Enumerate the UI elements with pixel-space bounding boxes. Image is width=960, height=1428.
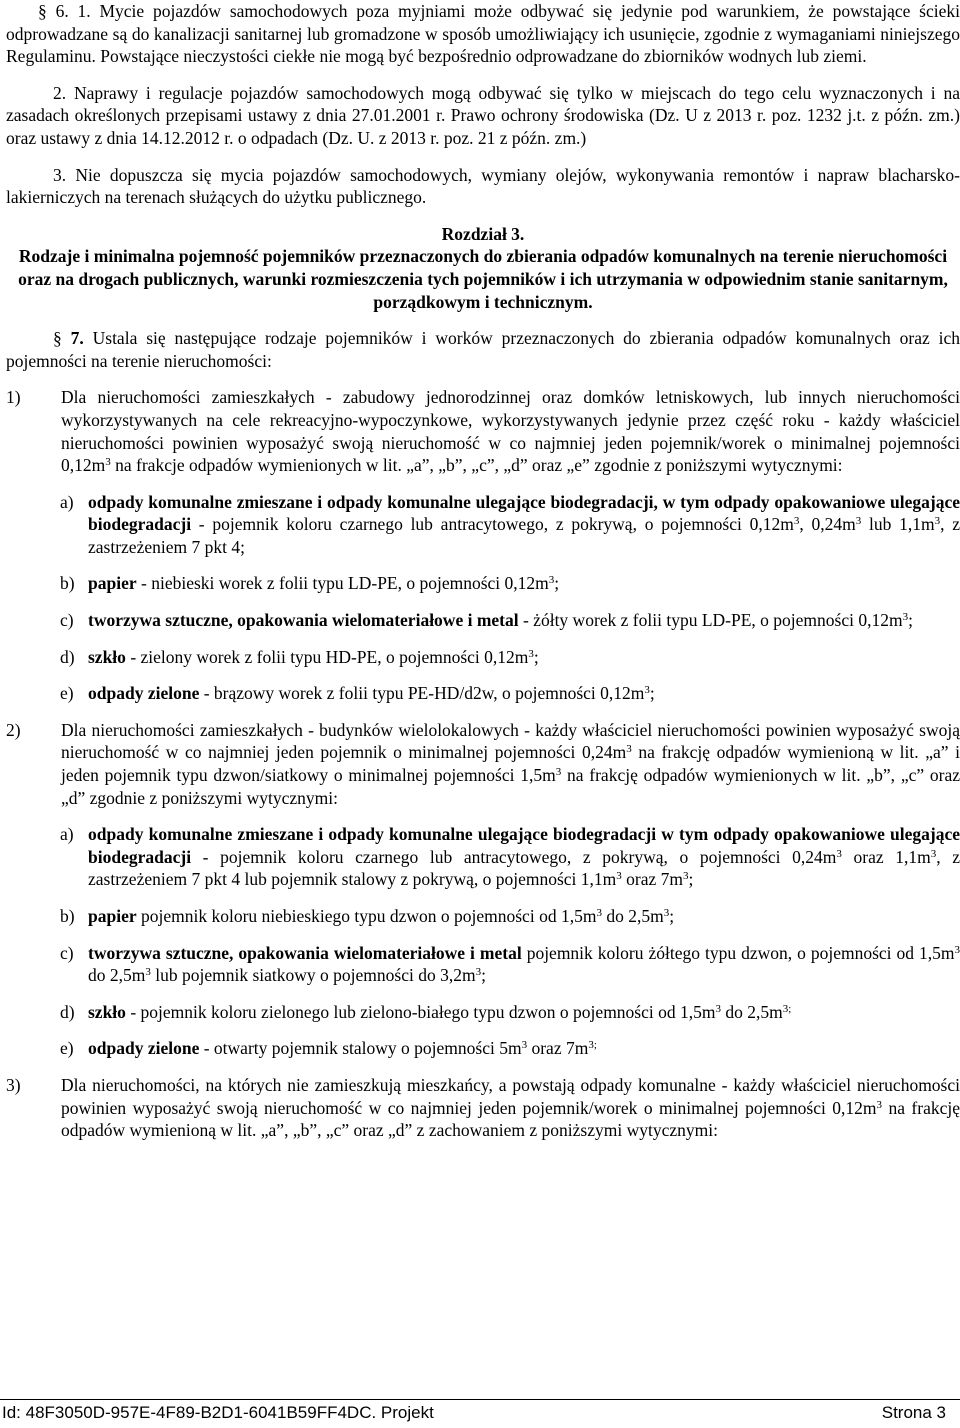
chapter-title: Rodzaje i minimalna pojemność pojemników przeznaczonych do zbierania odpadów komunalnych na terenie nieruchomości oraz na drogach publicznych, warunki rozmieszczenia tych pojemników i ich utrzymania w odpowiednim stanie sanitarnym, porządkowym i technicznym. <box>18 246 948 312</box>
list-item-1d: d) szkło - zielony worek z folii typu HD-PE, o pojemności $0,12m^3$; <box>60 646 539 667</box>
document-id: Id: 48F3050D-957E-4F89-B2D1-6041B59FF4DC. Projekt <box>2 1403 434 1422</box>
list-item-1b: b) papier - niebieski worek z folii typu LD-PE, o pojemności $0,12m^3$; <box>60 573 560 594</box>
paragraph-6-3: 3. Nie dopuszcza się mycia pojazdów samochodowych, wymiany olejów, wykonywania remontów i napraw blacharsko-lakierniczych na terenach służących do użytku publicznego. <box>6 164 960 208</box>
list-item-1c: c) tworzywa sztuczne, opakowania wielomateriałowe i metal - żółty worek z folii typu LD-PE, o pojemności $0,12m^3$; <box>60 610 913 631</box>
paragraph-6-1: § 6. 1. Mycie pojazdów samochodowych poza myjniami może odbywać się jedynie pod warunkiem, że powstające ścieki odprowadzane są do kanalizacji sanitarnej lub gromadzone w sposób umożliwiający ich usunięcie, zgodnie z wymaganiami niniejszego Regulaminu. Powstające nieczystości ciekłe nie mogą być bezpośrednio odprowadzane do zbiorników wodnych lub ziemi. <box>6 1 960 67</box>
list-item-3: 3) Dla nieruchomości, na których nie zamieszkują mieszkańcy, a powstają odpady komunalne - każdy właściciel nieruchomości powinien wyposażyć swoją nieruchomość w co najmniej jeden pojemnik/worek o minimalnej pojemności $0,12m^3$ na frakcję odpadów wymienioną w lit. „a”, „b”, „c” oraz „d” z zachowaniem z poniższymi wytycznymi: <box>6 1074 960 1141</box>
page-number: Strona 3 <box>881 1403 946 1422</box>
document-page <box>6 0 960 1142</box>
list-item-2d: d) szkło - pojemnik koloru zielonego lub zielono-białego typu dzwon o pojemności od $1,5m^3$ do $2,5m^{3;}$ <box>60 1001 792 1022</box>
list-item-2: 2) Dla nieruchomości zamieszkałych - budynków wielolokalowych - każdy właściciel nieruchomości powinien wyposażyć swoją nieruchomość w co najmniej jeden pojemnik o minimalnej pojemności $0,24m^3$ na frakcję odpadów wymienioną w lit. „a” i jeden pojemnik typu dzwon/siatkowy o minimalnej pojemności $1,5m^3$ na frakcję odpadów wymienionych w lit. „b”, „c” oraz „d” zgodnie z poniższymi wytycznymi: <box>6 719 960 808</box>
list-item-2b: b) papier pojemnik koloru niebieskiego typu dzwon o pojemności od $1,5m^3$ do $2,5m^3$; <box>60 906 675 926</box>
list-item-2e: e) odpady zielone - otwarty pojemnik stalowy o pojemności $5m^3$ oraz $7m^{3;}$ <box>60 1038 597 1059</box>
list-item-1a: a) odpady komunalne zmieszane i odpady komunalne ulegające biodegradacji, w tym odpady opakowaniowe ulegające biodegradacji - pojemnik koloru czarnego lub antracytowego, z pokrywą, o pojemności $0,12m^3$, $0,24m^3$ lub $1,1m^3$, z zastrzeżeniem 7 pkt 4; <box>60 491 960 557</box>
list-item-1: 1) Dla nieruchomości zamieszkałych - zabudowy jednorodzinnej oraz domków letniskowych, lub innych nieruchomości wykorzystywanych na cele rekreacyjno-wypoczynkowe, wykorzystywanych jedynie przez część roku - każdy właściciel nieruchomości powinien wyposażyć swoją nieruchomość w co najmniej jeden pojemnik/worek o minimalnej pojemności $0,12m^3$ na frakcje odpadów wymienionych w lit. „a”, „b”, „c”, „d” oraz „e” zgodnie z poniższymi wytycznymi: <box>6 387 960 476</box>
chapter-heading: Rozdział 3. <box>441 223 525 244</box>
list-item-1e: e) odpady zielone - brązowy worek z folii typu PE-HD/d2w, o pojemności $0,12m^3$; <box>60 683 655 704</box>
list-item-2c: c) tworzywa sztuczne, opakowania wielomateriałowe i metal pojemnik koloru żółtego typu dzwon, o pojemności od $1,5m^3$ do $2,5m^3$ lub pojemnik siatkowy o pojemności do $3,2m^3$; <box>60 942 960 986</box>
list-item-2a: a) odpady komunalne zmieszane i odpady komunalne ulegające biodegradacji w tym odpady opakowaniowe ulegające biodegradacji - pojemnik koloru czarnego lub antracytowego, z pokrywą, o pojemności $0,24m^3$ oraz $1,1m^3$, z zastrzeżeniem 7 pkt 4 lub pojemnik stalowy z pokrywą, o pojemności $1,1m^3$ oraz $7m^3$; <box>60 824 960 890</box>
paragraph-7: § 7. Ustala się następujące rodzaje pojemników i worków przeznaczonych do zbierania odpadów komunalnych oraz ich pojemności na terenie nieruchomości: <box>6 328 960 371</box>
page-footer <box>0 1399 960 1422</box>
paragraph-6-2: 2. Naprawy i regulacje pojazdów samochodowych mogą odbywać się tylko w miejscach do tego celu wyznaczonych i na zasadach określonych przepisami ustawy z dnia 27.01.2001 r. Prawo ochrony środowiska (Dz. U z 2013 r. poz. 1232 j.t. z późn. zm.) oraz ustawy z dnia 14.12.2012 r. o odpadach (Dz. U. z 2013 r. poz. 21 z późn. zm.) <box>6 82 960 148</box>
